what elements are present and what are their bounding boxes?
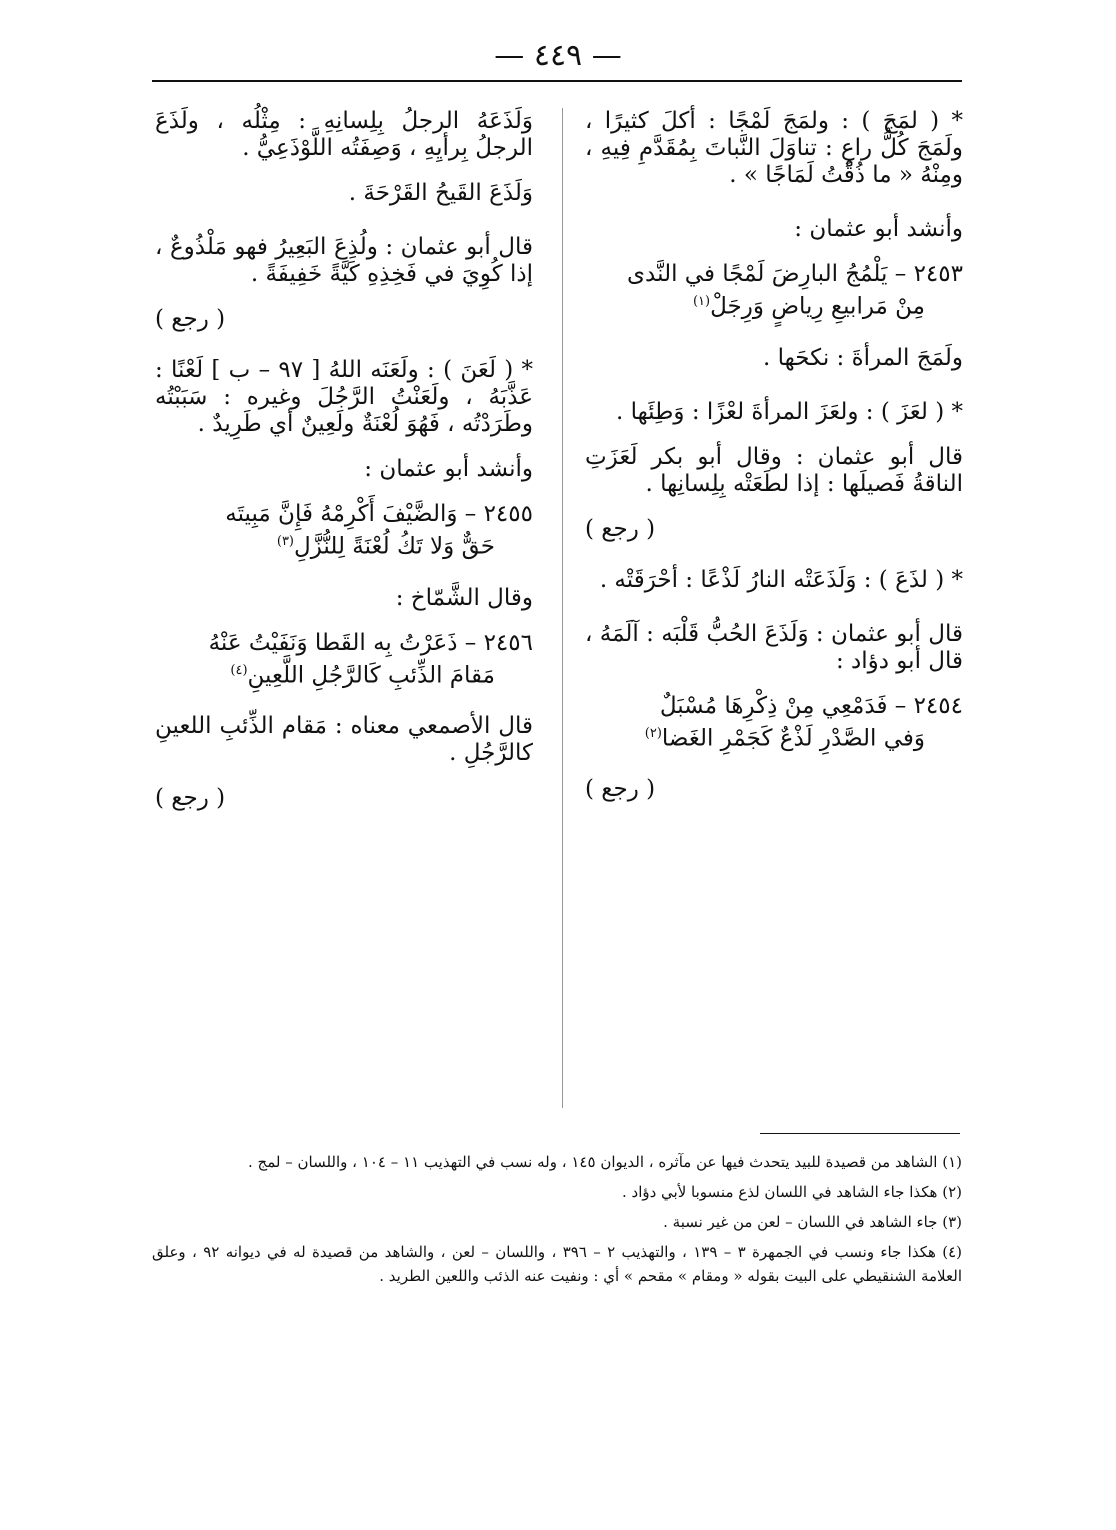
- verse-2455-second-text: حَقٌّ وَلا تَكُ لُعْنَةً لِلنُّزَّلِ: [294, 533, 495, 560]
- footnote-2: (٢) هكذا جاء الشاهد في اللسان لذع منسوبا لأبي دؤاد .: [621, 1183, 962, 1201]
- left-column: [155, 108, 533, 836]
- verse-2453-second-text: مِنْ مَرابيعِ رِياضٍ وَرِجَلْ: [710, 293, 925, 320]
- footnote-marker-1: (١): [692, 294, 711, 309]
- right-column: [585, 108, 963, 827]
- verse-2456-second-hemistich: [155, 657, 533, 690]
- entry-ladhaa-quote-2: قال أبو عثمان : ولُذِعَ البَعِيرُ فهو مَلْذُوعٌ ، إذا كُوِيَ في فَخِذِهِ كَيَّةً خَفِيفَةً .: [155, 234, 533, 287]
- return-marker: ( رجع ): [155, 306, 226, 332]
- footnote-4: (٤) هكذا جاء ونسب في الجمهرة ٣ – ١٣٩ ، والتهذيب ٢ – ٣٩٦ ، واللسان – لعن ، والشاهد من قصيدة له في ديوانه ٩٢ ، وعلق العلامة الشنقيطي على البيت بقوله « ومقام » مقحم » أي : ونفيت عنه الذئب واللعين الطريد .: [152, 1243, 963, 1285]
- verse-2453-second-hemistich: [585, 288, 963, 321]
- verse-2455-second-hemistich: [155, 528, 533, 561]
- entry-laaza: * ( لعَزَ ) : ولعَزَ المرأةَ لعْزًا : وَطِئَها .: [615, 398, 963, 425]
- entry-laana: * ( لَعَنَ ) : ولَعَنَه اللهُ [ ٩٧ – ب ] لَعْنًا : عَذَّبَهُ ، ولَعَنْتُ الرَّجُلَ وغيره : سَبَبْتُه وطَرَدْتُه ، فَهُوَ لُعْنَةٌ ولَعِينٌ أي طَرِيدٌ .: [155, 357, 534, 437]
- header-rule: [152, 80, 962, 82]
- verse-2455-first-hemistich: ٢٤٥٥ – وَالضَّيْفَ أَكْرِمْهُ فَإِنَّ مَبِيتَه: [225, 501, 533, 527]
- verse-2453: [585, 261, 963, 321]
- asmai-note: قال الأصمعي معناه : مَقام الذِّئبِ اللعينِ كالرَّجُلِ .: [155, 713, 533, 767]
- entry-lamaja: * ( لمَجَ ) : ولمَجَ لَمْجًا : أكلَ كثيرًا ، ولَمَجَ كُلُّ راعٍ : تناوَلَ النَّباتَ بِمُقَدَّمِ فِيهِ ، ومِنْهُ « ما ذُقْتُ لَمَاجًا » .: [585, 108, 963, 188]
- page-number: — ٤٤٩ —: [494, 38, 622, 73]
- shammakh-intro: وقال الشَّمّاخ :: [395, 584, 533, 611]
- footnotes: [152, 1150, 962, 1294]
- footnote-3: (٣) جاء الشاهد في اللسان – لعن من غير نسبة .: [663, 1213, 962, 1231]
- verse-2453-first-hemistich: ٢٤٥٣ – يَلْمُجُ البارِضَ لَمْجًا في النَّدى: [627, 261, 963, 287]
- footnote-marker-3: (٣): [276, 534, 294, 549]
- entry-ladhaa-continued: وَلَذَعَهُ الرجلُ بِلِسانِهِ : مِثْلُه ، ولَذَعَ الرجلُ بِرأيِهِ ، وَصِفَتُه اللَّوْذَعِيُّ .: [155, 108, 533, 161]
- entry-ladhaa: * ( لذَعَ ) : وَلَذَعَتْه النارُ لَذْعًا : أحْرَقَتْه .: [599, 566, 963, 593]
- return-marker: ( رجع ): [585, 515, 656, 542]
- entry-laaza-quote: قال أبو عثمان : وقال أبو بكر لَعَزَتِ الناقةُ فَصيلَها : إذا لطَعَتْه بِلِسانِها .: [585, 443, 963, 497]
- footnote-marker-4: (٤): [230, 662, 248, 678]
- footnote-rule: [760, 1133, 960, 1134]
- verse-2454-first-hemistich: ٢٤٥٤ – فَدَمْعِي مِنْ ذِكْرِهَا مُسْبَلٌ: [659, 692, 963, 719]
- entry-lamaja-sense: ولَمَجَ المرأةَ : نكحَها .: [763, 344, 963, 371]
- verse-2456: [155, 630, 533, 690]
- return-marker: ( رجع ): [155, 785, 226, 812]
- verse-2454: [585, 693, 963, 753]
- footnote-1: (١) الشاهد من قصيدة للبيد يتحدث فيها عن مآثره ، الديوان ١٤٥ ، وله نسب في التهذيب ١١ – ١٠٤ ، واللسان – لمج .: [248, 1153, 962, 1171]
- verse-2454-second-hemistich: [585, 720, 963, 753]
- entry-ladhaa-qayh: وَلَذَعَ القَيحُ القَرْحَةَ .: [348, 180, 533, 206]
- footnote-marker-2: (٢): [644, 725, 662, 741]
- entry-ladhaa-quote: قال أبو عثمان : وَلَذَعَ الحُبُّ قَلْبَه : آلَمَهُ ، قال أبو دؤاد :: [585, 620, 963, 674]
- verse-2455: [155, 501, 533, 561]
- return-marker: ( رجع ): [585, 776, 656, 803]
- verse-2456-second-text: مَقامَ الذِّئبِ كَالرَّجُلِ اللَّعِينِ: [247, 662, 495, 689]
- recitation-intro: وأنشد أبو عثمان :: [794, 216, 963, 242]
- verse-2454-second-text: وَفي الصَّدْرِ لَذْعٌ كَجَمْرِ الغَضا: [661, 725, 925, 752]
- verse-2456-first-hemistich: ٢٤٥٦ – ذَعَرْتُ بِه القَطا وَنَفَيْتُ عَنْهُ: [208, 629, 533, 656]
- column-divider: [562, 108, 563, 1108]
- recitation-intro: وأنشد أبو عثمان :: [364, 456, 533, 482]
